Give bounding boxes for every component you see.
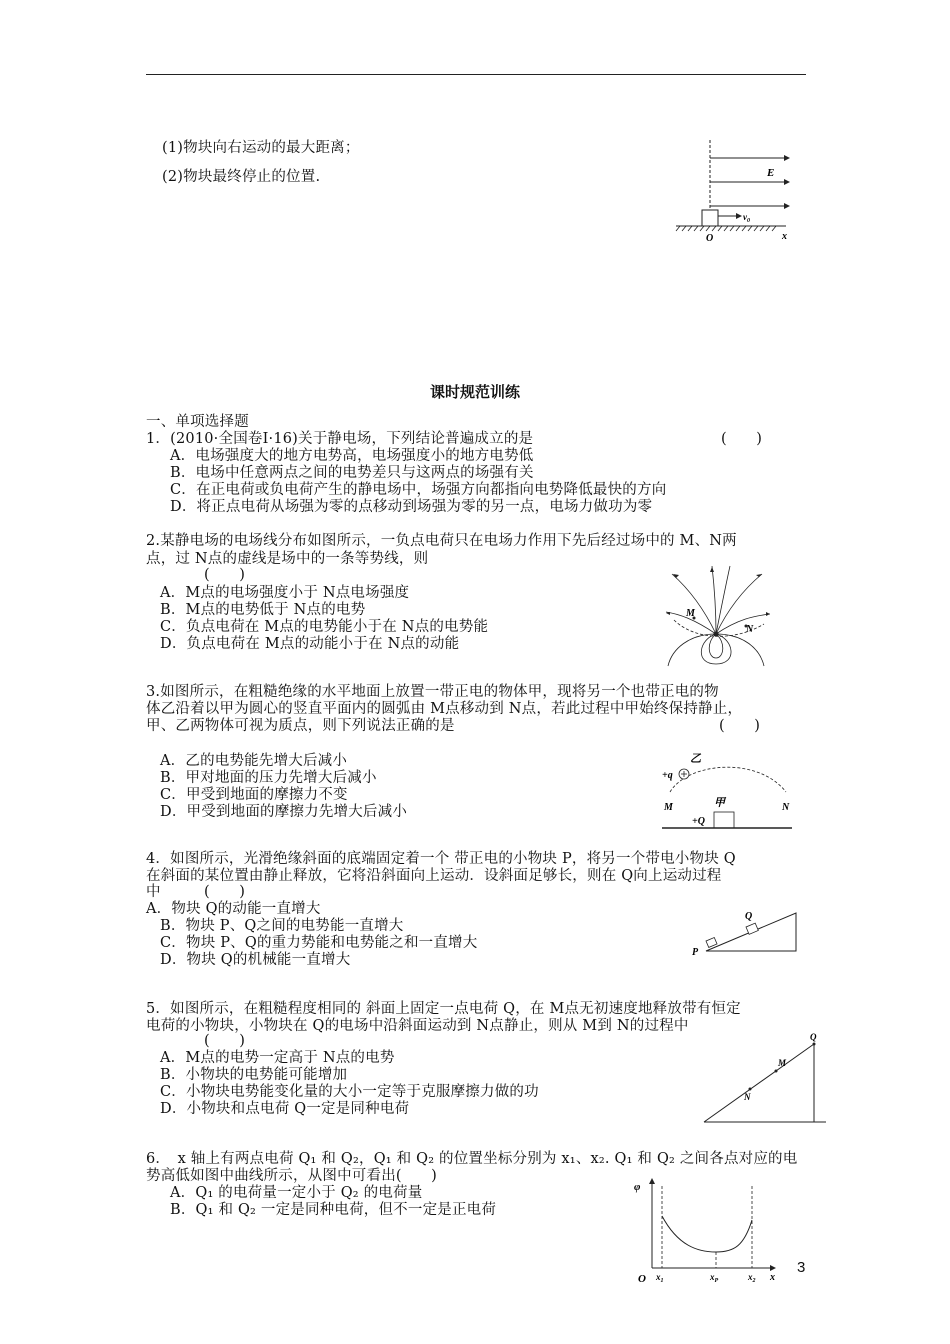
p2-option-c: C．负点电荷在 M点的电势能小于在 N点的电势能 (160, 619, 489, 635)
xp-label: $x_P$ (710, 1272, 719, 1284)
p3-option-a: A．乙的电势能先增大后减小 (160, 753, 348, 769)
top-question-2: (2)物块最终停止的位置. (162, 169, 321, 185)
p5-option-c: C．小物块电势能变化量的大小一定等于克服摩擦力做的功 (160, 1084, 539, 1100)
p5-line-1: 5．如图所示，在粗糙程度相同的 斜面上固定一点电荷 Q，在 M点无初速度地释放带有恒定 (146, 1001, 741, 1017)
jia-label: 甲 (714, 797, 725, 809)
p1-stem: 1．(2010·全国卷Ⅰ·16)关于静电场，下列结论普遍成立的是 (146, 431, 534, 447)
point-M-label: M (686, 608, 695, 619)
p1-answer-bracket: ( ) (721, 431, 763, 447)
charge-Q-label: +Q (692, 816, 705, 827)
yi-label: 乙 (690, 753, 701, 765)
p4-answer-bracket: ( ) (204, 884, 246, 900)
origin-O-label: O (638, 1273, 646, 1285)
p4-option-d: D．物块 Q的机械能一直增大 (160, 952, 351, 968)
p3-line-3: 甲、乙两物体可视为质点，则下列说法正确的是 (146, 718, 455, 734)
p2-answer-bracket: ( ) (204, 567, 246, 583)
p5-answer-bracket: ( ) (204, 1033, 246, 1049)
potential-curve-figure (628, 1176, 786, 1286)
field-lines-figure (664, 564, 774, 668)
origin-O-label: O (706, 233, 714, 244)
field-E-label: E (767, 167, 775, 179)
x1-label: $x_1$ (656, 1272, 664, 1284)
p6-line-2: 势高低如图中曲线所示，从图中可看出( ) (146, 1168, 438, 1184)
p5-option-a: A．M点的电势一定高于 N点的电势 (160, 1050, 395, 1066)
p1-option-d: D．将正点电荷从场强为零的点移动到场强为零的另一点，电场力做功为零 (170, 499, 653, 515)
p1-option-b: B．电场中任意两点之间的电势差只与这两点的场强有关 (170, 465, 534, 481)
p3-option-c: C．甲受到地面的摩擦力不变 (160, 787, 348, 803)
arc-charges-figure (658, 748, 798, 834)
p4-option-c: C．物块 P、Q的重力势能和电势能之和一直增大 (160, 935, 478, 951)
p2-option-a: A．M点的电场强度小于 N点电场强度 (160, 585, 410, 601)
p6-option-a: A．Q₁ 的电荷量一定小于 Q₂ 的电荷量 (170, 1185, 423, 1201)
p3-line-2: 体乙沿着以甲为圆心的竖直平面内的圆弧由 M点移动到 N点，若此过程中甲始终保持静止， (146, 701, 743, 717)
p6-option-b: B．Q₁ 和 Q₂ 一定是同种电荷，但不一定是正电荷 (170, 1202, 497, 1218)
p4-line-1: 4．如图所示，光滑绝缘斜面的底端固定着一个 带正电的小物块 P，将另一个带电小物块 Q (146, 851, 736, 867)
x-axis-label: x (770, 1272, 775, 1283)
block-P-label: P (692, 947, 699, 958)
p4-option-a: A．物块 Q的动能一直增大 (146, 901, 321, 917)
p2-line-1: 2.某静电场的电场线分布如图所示，一负点电荷只在电场力作用下先后经过场中的 M、N两 (146, 533, 737, 549)
point-M-label: M (664, 802, 673, 813)
p5-option-b: B．小物块的电势能可能增加 (160, 1067, 348, 1083)
charge-q-label: +q (662, 770, 673, 781)
p2-option-d: D．负点电荷在 M点的动能小于在 N点的动能 (160, 636, 460, 652)
p3-option-d: D．甲受到地面的摩擦力先增大后减小 (160, 804, 408, 820)
p4-line-3: 中 (146, 884, 161, 900)
p5-line-2: 电荷的小物块，小物块在 Q的电场中沿斜面运动到 N点静止，则从 M到 N的过程中 (146, 1018, 689, 1034)
charge-Q-label: Q (810, 1032, 817, 1042)
p1-option-c: C．在正电荷或负电荷产生的静电场中，场强方向都指向电势降低最快的方向 (170, 482, 667, 498)
p3-answer-bracket: ( ) (719, 718, 761, 734)
x2-label: $x_2$ (748, 1272, 756, 1284)
p3-line-1: 3.如图所示，在粗糙绝缘的水平地面上放置一带正电的物体甲，现将另一个也带正电的物 (146, 684, 719, 700)
x-axis-label: x (782, 231, 787, 242)
page-number: 3 (797, 1259, 806, 1276)
p5-option-d: D．小物块和点电荷 Q一定是同种电荷 (160, 1101, 410, 1117)
point-M-label: M (778, 1058, 787, 1068)
p6-line-1: 6． x 轴上有两点电荷 Q₁ 和 Q₂，Q₁ 和 Q₂ 的位置坐标分别为 x₁、x₂. Q₁ 和 Q₂ 之间各点对应的电 (146, 1151, 798, 1167)
p4-line-2: 在斜面的某位置由静止释放，它将沿斜面向上运动．设斜面足够长，则在 Q向上运动过程 (146, 868, 722, 884)
incline-QMN-figure (700, 1030, 830, 1126)
phi-label: φ (634, 1181, 641, 1193)
top-question-1: (1)物块向右运动的最大距离； (162, 140, 360, 156)
point-N-label: N (744, 1092, 751, 1102)
point-N-label: N (746, 624, 754, 635)
p2-line-2: 点，过 N点的虚线是场中的一条等势线，则 (146, 551, 429, 567)
section-title: 课时规范训练 (429, 383, 520, 401)
incline-PQ-figure (686, 905, 802, 959)
section-heading: 一、单项选择题 (146, 414, 249, 430)
header-rule (146, 74, 806, 75)
field-block-figure (672, 140, 802, 245)
p4-option-b: B．物块 P、Q之间的电势能一直增大 (160, 918, 404, 934)
point-N-label: N (782, 802, 790, 813)
p2-option-b: B．M点的电势低于 N点的电势 (160, 602, 366, 618)
block-Q-label: Q (745, 911, 753, 922)
v0-label: $v_0$ (743, 212, 750, 224)
p1-option-a: A．电场强度大的地方电势高，电场强度小的地方电势低 (170, 448, 534, 464)
p3-option-b: B．甲对地面的压力先增大后减小 (160, 770, 377, 786)
